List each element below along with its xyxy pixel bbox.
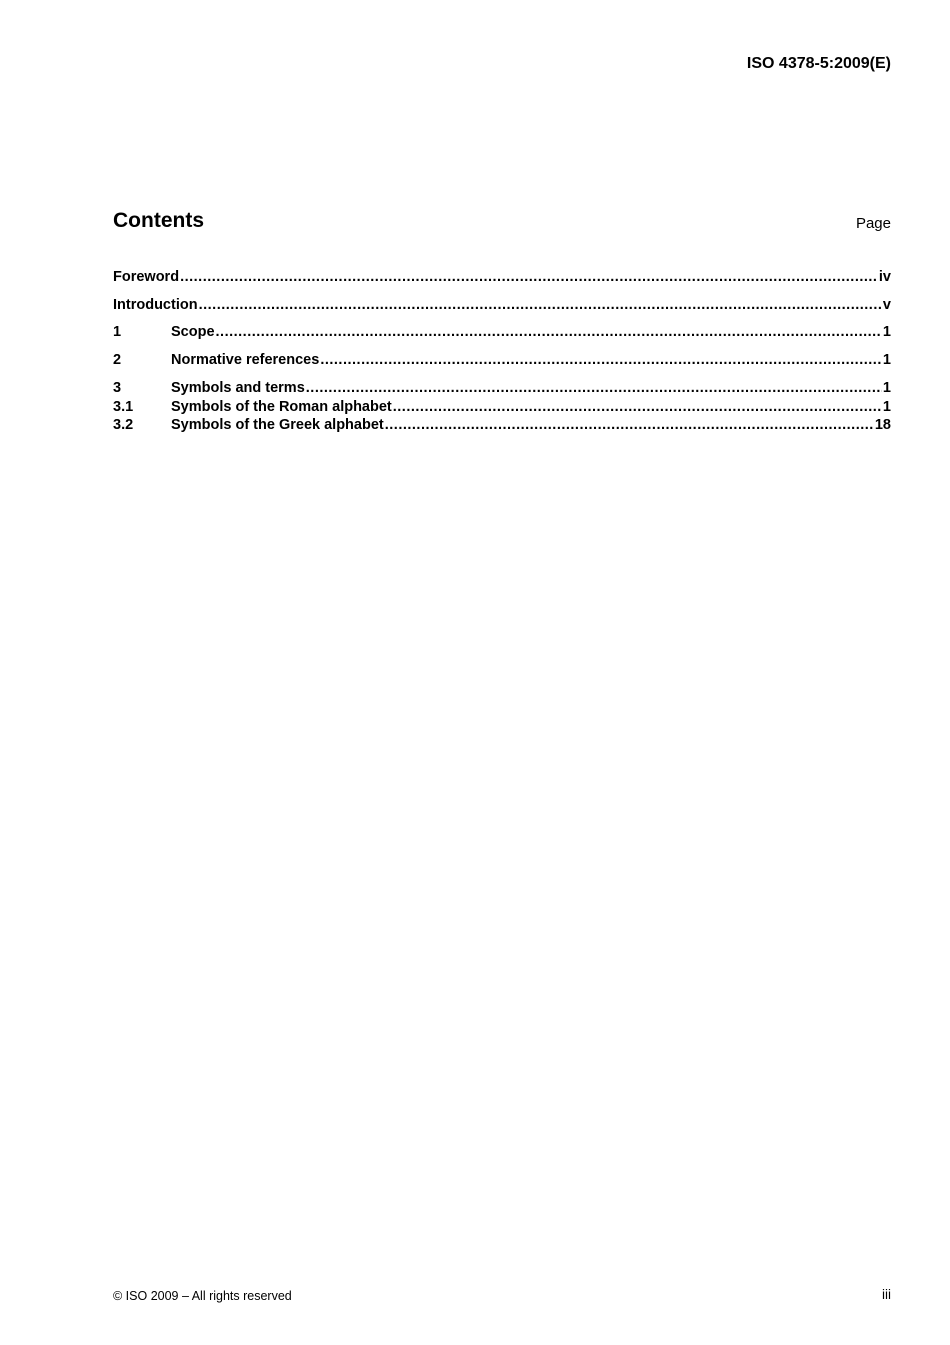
toc-entry-title: Introduction bbox=[113, 297, 198, 313]
toc-entry-page: iv bbox=[878, 269, 891, 285]
toc-entry-number: 2 bbox=[113, 352, 122, 368]
contents-heading-row bbox=[113, 209, 891, 239]
toc-entry-title: Scope bbox=[171, 324, 215, 340]
toc-entry-page: 1 bbox=[882, 352, 891, 368]
contents-title: Contents bbox=[113, 209, 204, 232]
toc-dot-leader bbox=[385, 417, 874, 433]
toc-entry-page: 18 bbox=[874, 417, 891, 433]
toc-entry-title: Symbols of the Greek alphabet bbox=[171, 417, 384, 433]
toc-entry-greek-alphabet[interactable] bbox=[113, 417, 891, 435]
toc-entry-scope[interactable] bbox=[113, 324, 891, 342]
toc-dot-leader bbox=[393, 399, 882, 415]
toc-entry-number: 1 bbox=[113, 324, 122, 340]
toc-entry-number: 3 bbox=[113, 380, 122, 396]
toc-dot-leader bbox=[306, 380, 882, 396]
toc-entry-title: Foreword bbox=[113, 269, 180, 285]
page-column-label: Page bbox=[855, 215, 891, 232]
document-id: ISO 4378-5:2009(E) bbox=[746, 55, 891, 72]
toc-entry-page: v bbox=[882, 297, 891, 313]
toc-entry-symbols-and-terms[interactable] bbox=[113, 380, 891, 398]
toc-entry-foreword[interactable] bbox=[113, 269, 891, 287]
toc-entry-title: Symbols of the Roman alphabet bbox=[171, 399, 392, 415]
toc-entry-page: 1 bbox=[882, 380, 891, 396]
footer-page-number: iii bbox=[882, 1287, 891, 1302]
toc-dot-leader bbox=[199, 297, 882, 313]
toc-entry-roman-alphabet[interactable] bbox=[113, 399, 891, 417]
toc-dot-leader bbox=[216, 324, 882, 340]
toc-entry-title: Symbols and terms bbox=[171, 380, 305, 396]
toc-dot-leader bbox=[320, 352, 882, 368]
toc-entry-page: 1 bbox=[882, 324, 891, 340]
toc-entry-page: 1 bbox=[882, 399, 891, 415]
toc-entry-title: Normative references bbox=[171, 352, 320, 368]
toc-entry-number: 3.1 bbox=[113, 399, 134, 415]
toc-entry-normative-references[interactable] bbox=[113, 352, 891, 370]
toc-dot-leader bbox=[180, 269, 878, 285]
toc-entry-introduction[interactable] bbox=[113, 297, 891, 315]
footer-copyright: © ISO 2009 – All rights reserved bbox=[113, 1289, 292, 1303]
toc-entry-number: 3.2 bbox=[113, 417, 134, 433]
